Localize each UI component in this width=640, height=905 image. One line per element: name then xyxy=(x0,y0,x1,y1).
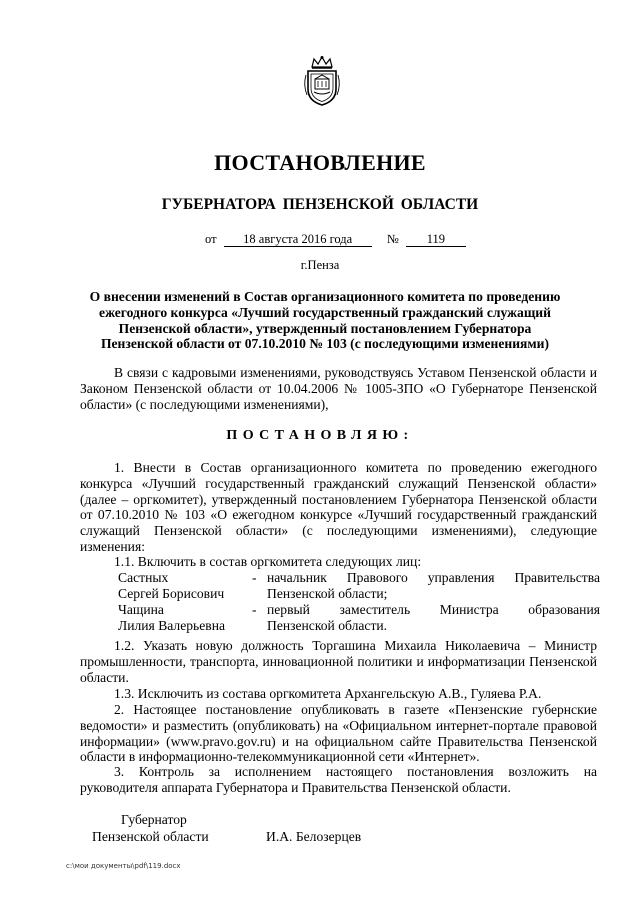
heading-line: ежегодного конкурса «Лучший государственный гражданский служащий xyxy=(99,304,551,320)
member-name: Лилия Валерьевна xyxy=(118,618,225,633)
item-3-paragraph: 3. Контроль за исполнением настоящего постановления возложить на руководителя аппарата Губернатора и Правительства Пензенской области. xyxy=(80,764,597,795)
member-position: первый заместитель Министра образования xyxy=(267,602,600,617)
member-name: Сергей Борисович xyxy=(118,586,225,601)
signer-name: И.А. Белозерцев xyxy=(266,829,362,844)
signer-title: Пензенской области xyxy=(92,829,209,844)
member-position: Пензенской области. xyxy=(267,618,388,633)
member-dash: - xyxy=(252,570,257,585)
document-heading xyxy=(75,289,575,352)
document-date: 18 августа 2016 года xyxy=(224,232,372,247)
item-1-1-paragraph: 1.1. Включить в состав оргкомитета следующих лиц: xyxy=(114,554,422,569)
document-subtitle: ГУБЕРНАТОРА ПЕНЗЕНСКОЙ ОБЛАСТИ xyxy=(161,196,479,213)
item-2-paragraph: 2. Настоящее постановление опубликовать в газете «Пензенские губернские ведомости» и разместить (опубликовать) на «Официальном интернет-портале правовой информации» (www.pravo.gov.ru) и на официальном сайте Правительства Пензенской области в информационно-телекоммуникационной сети «Интернет». xyxy=(80,702,597,765)
item-1-3-paragraph: 1.3. Исключить из состава оргкомитета Архангельскую А.В., Гуляева Р.А. xyxy=(114,686,542,701)
member-position: начальник Правового управления Правительства xyxy=(267,570,600,585)
item-1-paragraph: 1. Внести в Состав организационного комитета по проведению ежегодного конкурса «Лучший государственный гражданский служащий Пензенской области» (далее – оргкомитет), утвержденный постановлением Губернатора Пензенской области от 07.10.2010 № 103 «О ежегодном конкурсе «Лучший государственный гражданский служащий Пензенской области» (с последующими изменениями), следующие изменения: xyxy=(80,460,597,554)
heading-line: Пензенской области», утвержденный постановлением Губернатора xyxy=(118,320,532,336)
date-number-line xyxy=(205,232,466,247)
member-surname: Састных xyxy=(118,570,169,585)
document-title: ПОСТАНОВЛЕНИЕ xyxy=(214,150,426,175)
preamble-paragraph: В связи с кадровыми изменениями, руководствуясь Уставом Пензенской области и Законом Пензенской области от 10.04.2006 № 1005-ЗПО «О Губернаторе Пензенской области» (с последующими изменениями), xyxy=(80,365,597,412)
date-prefix: от xyxy=(205,232,217,246)
document-city: г.Пенза xyxy=(300,258,340,272)
document-number: 119 xyxy=(406,232,466,247)
file-path-footer: c:\мои документы\pdf\119.docx xyxy=(66,862,181,870)
signer-title: Губернатор xyxy=(121,812,187,827)
member-dash: - xyxy=(252,602,257,617)
number-prefix: № xyxy=(386,232,399,246)
member-surname: Чащина xyxy=(118,602,164,617)
coat-of-arms-emblem xyxy=(302,55,342,107)
decree-word: ПОСТАНОВЛЯЮ: xyxy=(226,428,414,443)
heading-line: О внесении изменений в Состав организационного комитета по проведению xyxy=(89,289,561,304)
heading-line: Пензенской области от 07.10.2010 № 103 (с последующими изменениями) xyxy=(100,336,550,352)
item-1-2-paragraph: 1.2. Указать новую должность Торгашина Михаила Николаевича – Министр промышленности, транспорта, инновационной политики и информатизации Пензенской области. xyxy=(80,638,597,685)
member-position: Пензенской области; xyxy=(267,586,388,601)
